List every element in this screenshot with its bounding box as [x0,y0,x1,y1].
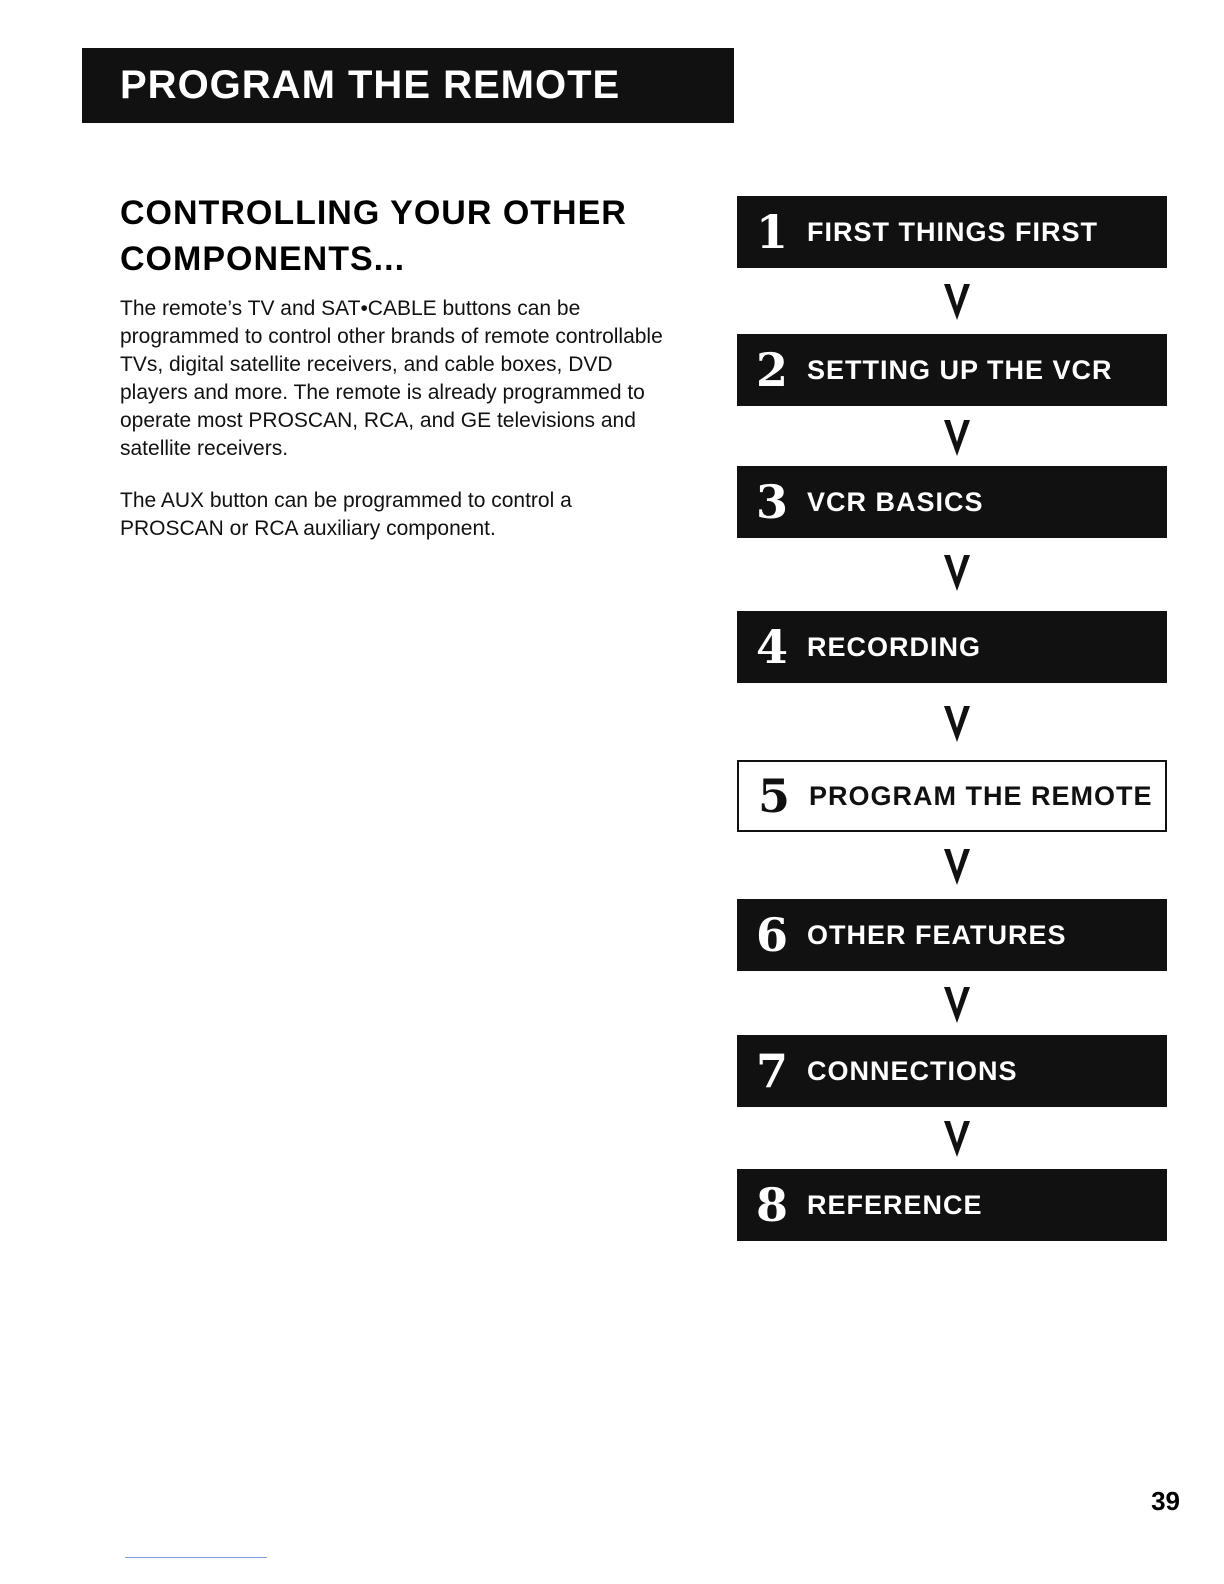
step-label: REFERENCE [807,1189,983,1220]
section-title-line-1: CONTROLLING YOUR OTHER [120,194,627,232]
section-title [120,190,710,282]
body-paragraph-2: The AUX button can be programmed to control a PROSCAN or RCA auxiliary component. [120,489,572,540]
step-other-features[interactable] [737,899,1167,971]
step-number: 4 [755,620,788,674]
down-arrow-icon [941,702,973,744]
step-number: 1 [755,205,788,259]
step-setting-up-the-vcr[interactable] [737,334,1167,406]
page-number: 39 [1151,1486,1180,1516]
section-title-line-2: COMPONENTS... [120,240,406,278]
step-number: 8 [755,1178,788,1232]
down-arrow-icon [941,551,973,593]
step-number: 2 [755,343,788,397]
step-label: FIRST THINGS FIRST [807,216,1098,247]
chapter-title: PROGRAM THE REMOTE [120,63,621,107]
step-label: PROGRAM THE REMOTE [809,780,1153,811]
down-arrow-icon [941,416,973,458]
step-label: OTHER FEATURES [807,919,1067,950]
down-arrow-icon [941,845,973,887]
chapter-header [82,48,734,123]
step-first-things-first[interactable] [737,196,1167,268]
step-number: 5 [757,769,790,823]
step-label: SETTING UP THE VCR [807,354,1113,385]
step-label: RECORDING [807,631,982,662]
step-connections[interactable] [737,1035,1167,1107]
step-vcr-basics[interactable] [737,466,1167,538]
step-reference[interactable] [737,1169,1167,1241]
step-number: 3 [755,475,788,529]
down-arrow-icon [941,1117,973,1159]
step-number: 6 [755,908,788,962]
step-program-the-remote[interactable] [737,760,1167,832]
step-label: CONNECTIONS [807,1055,1018,1086]
down-arrow-icon [941,983,973,1025]
body-paragraph-1: The remote’s TV and SAT•CABLE buttons can be programmed to control other brands of remote controllable TVs, digital satellite receivers, and cable boxes, DVD players and more. The remote is already programmed to operate most PROSCAN, RCA, and GE televisions and satellite receivers. [120,297,663,460]
step-label: VCR BASICS [807,486,984,517]
step-number: 7 [755,1044,788,1098]
down-arrow-icon [941,280,973,322]
step-recording[interactable] [737,611,1167,683]
footer-rule [125,1557,267,1558]
